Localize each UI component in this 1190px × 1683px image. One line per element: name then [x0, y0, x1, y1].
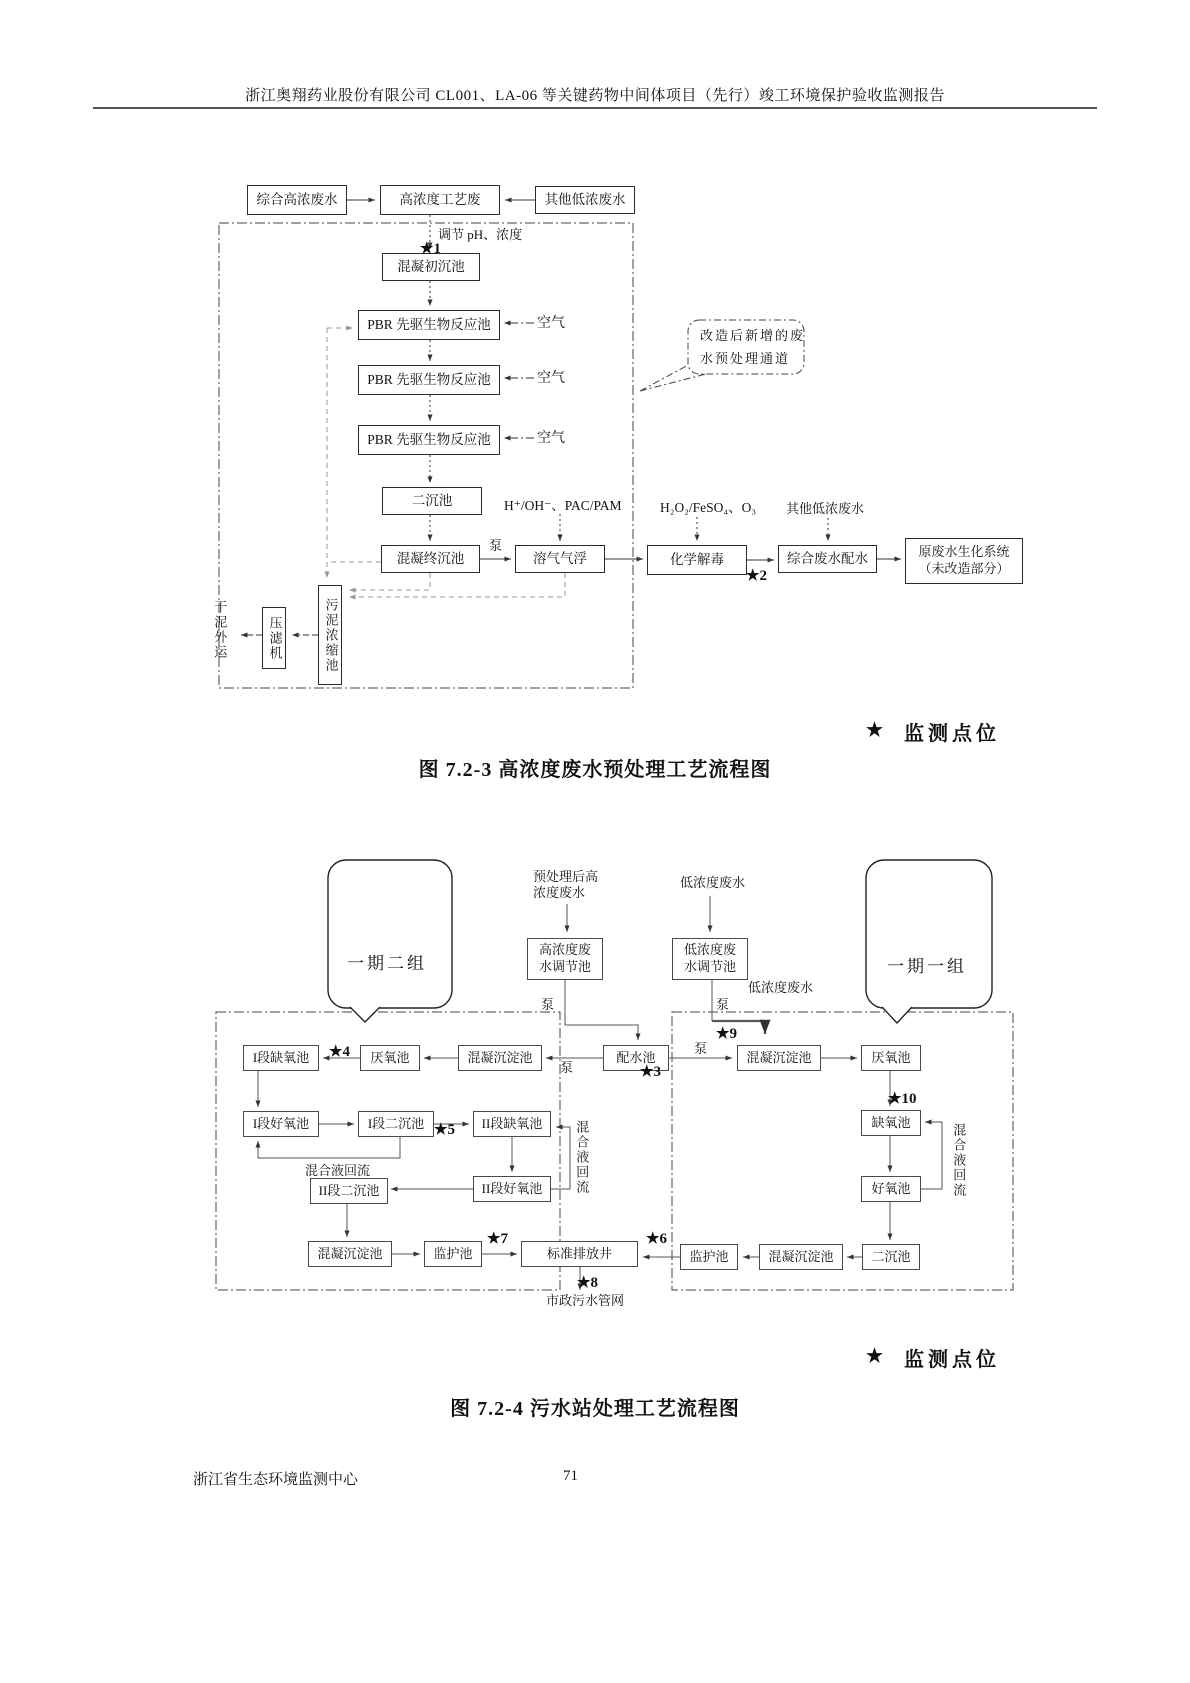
- monitor-point-6: ★6: [646, 1231, 667, 1247]
- label-air-3: 空气: [537, 431, 565, 446]
- node-sludge-thickener: 污泥浓缩池: [318, 585, 342, 685]
- node-anoxic-1: I段缺氧池: [243, 1045, 319, 1071]
- fig1-caption: 图 7.2-3 高浓度废水预处理工艺流程图: [418, 759, 772, 781]
- label-mix-return-left: 混合液回流: [305, 1163, 371, 1178]
- page-header-title: 浙江奥翔药业股份有限公司 CL001、LA-06 等关键药物中间体项目（先行）竣工环境保护验收监测报告: [245, 88, 945, 104]
- node-outfall: 标准排放井: [521, 1241, 638, 1267]
- monitor-point-9: ★9: [716, 1026, 737, 1042]
- node-dist: 综合废水配水: [778, 545, 877, 573]
- node-secondary-clarifier: 二沉池: [382, 487, 482, 515]
- label-pump-low: 泵: [716, 997, 730, 1012]
- label-low-conc-side: 低浓度废水: [748, 980, 814, 995]
- label-dosing-pac: H⁺/OH⁻、PAC/PAM: [504, 498, 622, 513]
- bubble-group1: [866, 860, 992, 1008]
- node-adj-low: 低浓度废 水调节池: [672, 938, 748, 980]
- node-r-aerobic: 好氧池: [861, 1176, 921, 1202]
- node-l-guard: 监护池: [424, 1241, 482, 1267]
- node-input-right: 其他低浓废水: [535, 186, 635, 214]
- label-adjust-ph: 调节 pH、浓度: [438, 227, 523, 242]
- node-input-left: 综合高浓废水: [247, 185, 347, 215]
- node-r-anoxic: 缺氧池: [861, 1110, 921, 1136]
- node-anoxic-2: II段缺氧池: [473, 1111, 551, 1137]
- label-dosing-h2o2: H₂O₂/FeSO₄、O₃: [660, 500, 757, 515]
- legend1-label: 监测点位: [904, 723, 1000, 745]
- node-l-anaerobic: 厌氧池: [360, 1045, 420, 1071]
- node-bio-system: [905, 538, 1023, 584]
- node-sec-clarifier-1: I段二沉池: [358, 1111, 434, 1137]
- label-pump-left: 泵: [560, 1060, 574, 1075]
- node-dist-pool: 配水池: [603, 1045, 669, 1071]
- node-r-secondary: 二沉池: [862, 1244, 920, 1270]
- node-input-mid: 高浓度工艺废: [380, 185, 500, 215]
- label-air-1: 空气: [537, 316, 565, 331]
- node-r-guard: 监护池: [680, 1244, 738, 1270]
- node-r-anaerobic: 厌氧池: [861, 1045, 921, 1071]
- node-r-coag-sed-2: 混凝沉淀池: [759, 1244, 843, 1270]
- label-mix-return-right-vert: 混合液回流: [951, 1123, 967, 1198]
- node-pbr-2: PBR 先驱生物反应池: [358, 365, 500, 395]
- bubble-group1-label: 一期一组: [887, 957, 967, 976]
- node-coag-primary: 混凝初沉池: [382, 253, 480, 281]
- node-coag-final: 混凝终沉池: [381, 545, 480, 573]
- label-other-low: 其他低浓废水: [786, 501, 865, 516]
- legend2-label: 监测点位: [904, 1349, 1000, 1371]
- label-dry-sludge: 干泥外运: [212, 600, 228, 660]
- node-pbr-3: PBR 先驱生物反应池: [358, 425, 500, 455]
- node-l-coag-sed-2: 混凝沉淀池: [308, 1241, 392, 1267]
- label-low-conc-top: 低浓度废水: [680, 875, 746, 890]
- legend2-star-icon: ★: [866, 1346, 884, 1367]
- node-chem-detox: 化学解毒: [647, 545, 747, 575]
- label-municipal-sewer: 市政污水管网: [546, 1293, 625, 1308]
- monitor-point-1: ★1: [420, 241, 441, 257]
- bubble-group2: [328, 860, 452, 1008]
- monitor-point-5: ★5: [434, 1122, 455, 1138]
- monitor-point-3: ★3: [640, 1064, 661, 1080]
- node-adj-high: 高浓度废 水调节池: [527, 938, 603, 980]
- node-aerobic-2: II段好氧池: [473, 1176, 551, 1202]
- fig2-caption: 图 7.2-4 污水站处理工艺流程图: [450, 1398, 740, 1420]
- monitor-point-10: ★10: [888, 1091, 917, 1107]
- label-pump-right: 泵: [694, 1041, 708, 1056]
- label-pump-high: 泵: [541, 997, 555, 1012]
- label-mix-return-left-vert: 混合液回流: [574, 1120, 590, 1195]
- monitor-point-8: ★8: [577, 1275, 598, 1291]
- bubble-group2-pointer: [350, 1007, 380, 1022]
- monitor-point-4: ★4: [329, 1044, 350, 1060]
- node-l-coag-sed-1: 混凝沉淀池: [458, 1045, 542, 1071]
- node-r-coag-sed-1: 混凝沉淀池: [737, 1045, 821, 1071]
- node-pbr-1: PBR 先驱生物反应池: [358, 310, 500, 340]
- footer-page-number: 71: [563, 1468, 578, 1484]
- bubble-group2-label: 一期二组: [347, 954, 427, 973]
- node-sec-clarifier-2: II段二沉池: [310, 1178, 388, 1204]
- label-pump-fig1: 泵: [489, 538, 503, 553]
- node-aerobic-1: I段好氧池: [243, 1111, 319, 1137]
- callout-text: 改造后新增的废 水预处理通道: [700, 328, 806, 366]
- legend1-star-icon: ★: [866, 720, 884, 741]
- bubble-group1-pointer: [882, 1007, 912, 1023]
- node-filter-press: 压滤机: [262, 607, 286, 669]
- label-air-2: 空气: [537, 371, 565, 386]
- monitor-point-2: ★2: [746, 568, 767, 584]
- node-daf: 溶气气浮: [515, 545, 605, 573]
- bio-system-text: 原废水生化系统 （未改造部分）: [918, 544, 1010, 576]
- footer-org: 浙江省生态环境监测中心: [193, 1472, 359, 1488]
- label-pretreated-high: 预处理后高 浓度废水: [533, 869, 599, 900]
- monitor-point-7: ★7: [487, 1231, 508, 1247]
